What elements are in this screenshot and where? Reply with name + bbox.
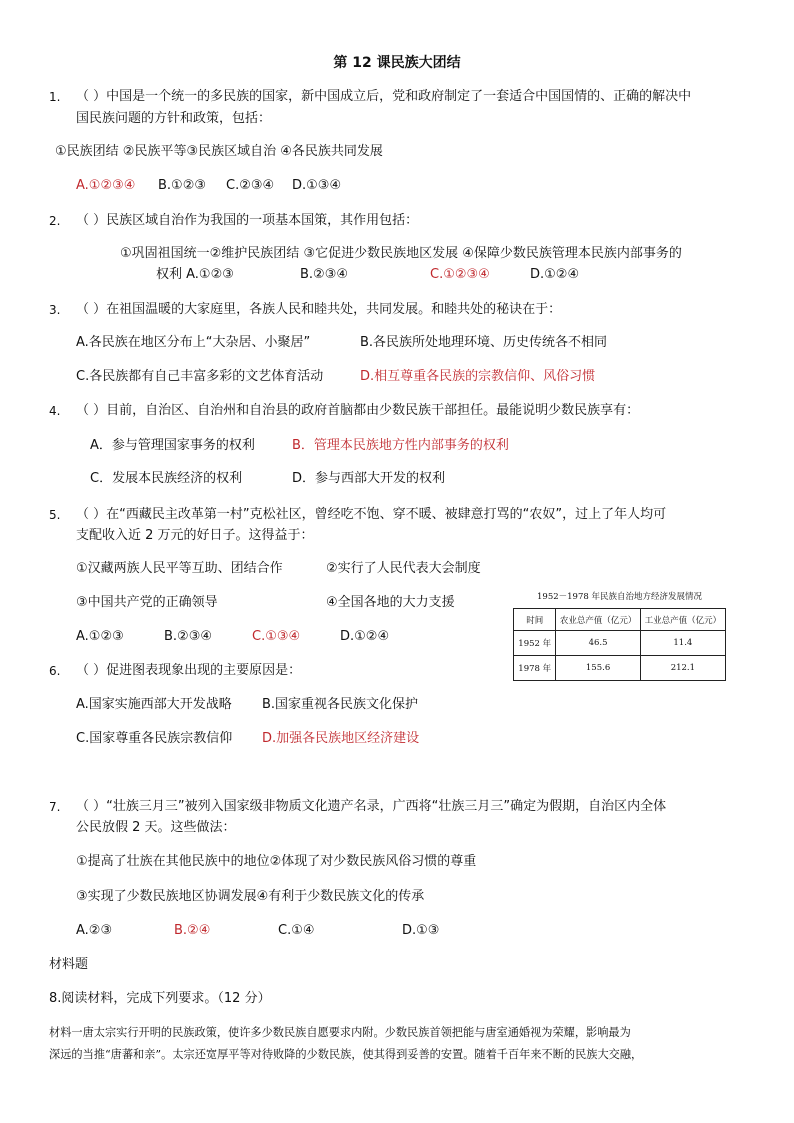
question-3-stem: （ ）在祖国温暖的大家庭里，各族人民和睦共处，共同发展。和睦共处的秘诀在于： [76,302,562,317]
question-6-option-a: A.国家实施西部大开发战略 [76,697,232,712]
question-7-number: 7. [49,800,61,814]
table-row [514,656,726,681]
question-1-stem-line2: 国民族问题的方针和政策，包括： [76,111,272,126]
question-7-stem-line2: 公民放假 2 天。这些做法： [76,820,236,835]
question-5-item-3: ③中国共产党的正确领导 [76,595,218,610]
question-6-option-c: C.国家尊重各民族宗教信仰 [76,731,233,746]
question-4-option-c: C．发展本民族经济的权利 [90,471,243,486]
question-1-option-b: B.①②③ [158,178,207,193]
table-header-cell: 工业总产值（亿元） [640,609,725,631]
question-5-number: 5. [49,508,61,522]
economy-table [513,608,726,681]
table-header-cell: 时间 [514,609,556,631]
question-7-item-line1: ①提高了壮族在其他民族中的地位②体现了对少数民族风俗习惯的尊重 [76,854,477,869]
page-title: 第 12 课民族大团结 [333,55,461,71]
question-7-option-a: A.②③ [76,923,113,938]
question-5-option-d: D.①②④ [340,629,390,644]
table-header-cell: 农业总产值（亿元） [556,609,640,631]
question-1-items: ①民族团结 ②民族平等③民族区域自治 ④各民族共同发展 [55,144,383,159]
question-5-item-4: ④全国各地的大力支援 [326,595,455,610]
question-5-stem-line1: （ ）在“西藏民主改革第一村”克松社区，曾经吃不饱、穿不暖、被肆意打骂的“农奴”，过上了年人均可 [76,507,667,522]
table-title: 1952－1978 年民族自治地方经济发展情况 [537,592,702,602]
question-7-item-line2: ③实现了少数民族地区协调发展④有利于少数民族文化的传承 [76,889,425,904]
question-6-option-d: D.加强各民族地区经济建设 [262,731,420,746]
question-6-stem: （ ）促进图表现象出现的主要原因是： [76,663,302,678]
question-2-number: 2. [49,214,61,228]
question-5-item-2: ②实行了人民代表大会制度 [326,561,481,576]
question-2-items: ①巩固祖国统一②维护民族团结 ③它促进少数民族地区发展 ④保障少数民族管理本民族内部事务的 [120,246,682,261]
table-cell: 212.1 [640,656,725,681]
question-3-option-d: D.相互尊重各民族的宗教信仰、风俗习惯 [360,369,596,384]
material-1-line2: 深远的当推“唐蕃和亲”。太宗还宽厚平等对待败降的少数民族，使其得到妥善的安置。随着千百年来不断的民族大交融， [49,1048,643,1061]
question-6-option-b: B.国家重视各民族文化保护 [262,697,419,712]
question-1-number: 1. [49,90,61,104]
question-4-option-a: A．参与管理国家事务的权利 [90,438,255,453]
question-2-option-b: B.②③④ [300,267,349,282]
question-2-option-c: C.①②③④ [430,267,490,282]
question-2-option-d: D.①②④ [530,267,580,282]
question-3-option-c: C.各民族都有自己丰富多彩的文艺体育活动 [76,369,324,384]
question-5-stem-line2: 支配收入近 2 万元的好日子。这得益于： [76,528,314,543]
material-1-line1: 材料一唐太宗实行开明的民族政策，使许多少数民族自愿要求内附。少数民族首领把能与唐室通婚视为荣耀，影响最为 [49,1026,631,1039]
question-5-option-a: A.①②③ [76,629,124,644]
table-cell: 1978 年 [514,656,556,681]
question-1-option-a: A.①②③④ [76,178,136,193]
question-1-option-c: C.②③④ [226,178,275,193]
question-1-option-d: D.①③④ [292,178,342,193]
question-2-stem: （ ）民族区域自治作为我国的一项基本国策，其作用包括： [76,213,419,228]
question-5-option-c: C.①③④ [252,629,301,644]
question-7-stem-line1: （ ）“壮族三月三”被列入国家级非物质文化遗产名录，广西将“壮族三月三”确定为假期，自治区内全体 [76,799,667,814]
question-1-stem-line1: （ ）中国是一个统一的多民族的国家，新中国成立后，党和政府制定了一套适合中国国情的、正确的解决中 [76,89,692,104]
question-5-item-1: ①汉藏两族人民平等互助、团结合作 [76,561,283,576]
economy-table-block [513,590,726,681]
table-cell: 11.4 [640,631,725,656]
question-5-option-b: B.②③④ [164,629,213,644]
question-7-option-d: D.①③ [402,923,440,938]
question-6-number: 6. [49,664,61,678]
question-3-number: 3. [49,303,61,317]
table-cell: 1952 年 [514,631,556,656]
question-4-option-d: D．参与西部大开发的权利 [292,471,446,486]
question-3-option-b: B.各民族所处地理环境、历史传统各不相同 [360,335,608,350]
question-4-option-b: B．管理本民族地方性内部事务的权利 [292,438,509,453]
question-8-stem: 8.阅读材料，完成下列要求。（12 分） [49,991,271,1006]
question-4-stem: （ ）目前，自治区、自治州和自治县的政府首脑都由少数民族干部担任。最能说明少数民族享有： [76,403,640,418]
table-header-row [514,609,726,631]
question-3-option-a: A.各民族在地区分布上“大杂居、小聚居” [76,335,311,350]
question-7-option-b: B.②④ [174,923,211,938]
table-cell: 46.5 [556,631,640,656]
table-cell: 155.6 [556,656,640,681]
question-4-number: 4. [49,404,61,418]
section-heading: 材料题 [49,957,89,972]
table-row [514,631,726,656]
question-2-items-line2-option-a: 权利 A.①②③ [156,267,234,282]
question-7-option-c: C.①④ [278,923,315,938]
